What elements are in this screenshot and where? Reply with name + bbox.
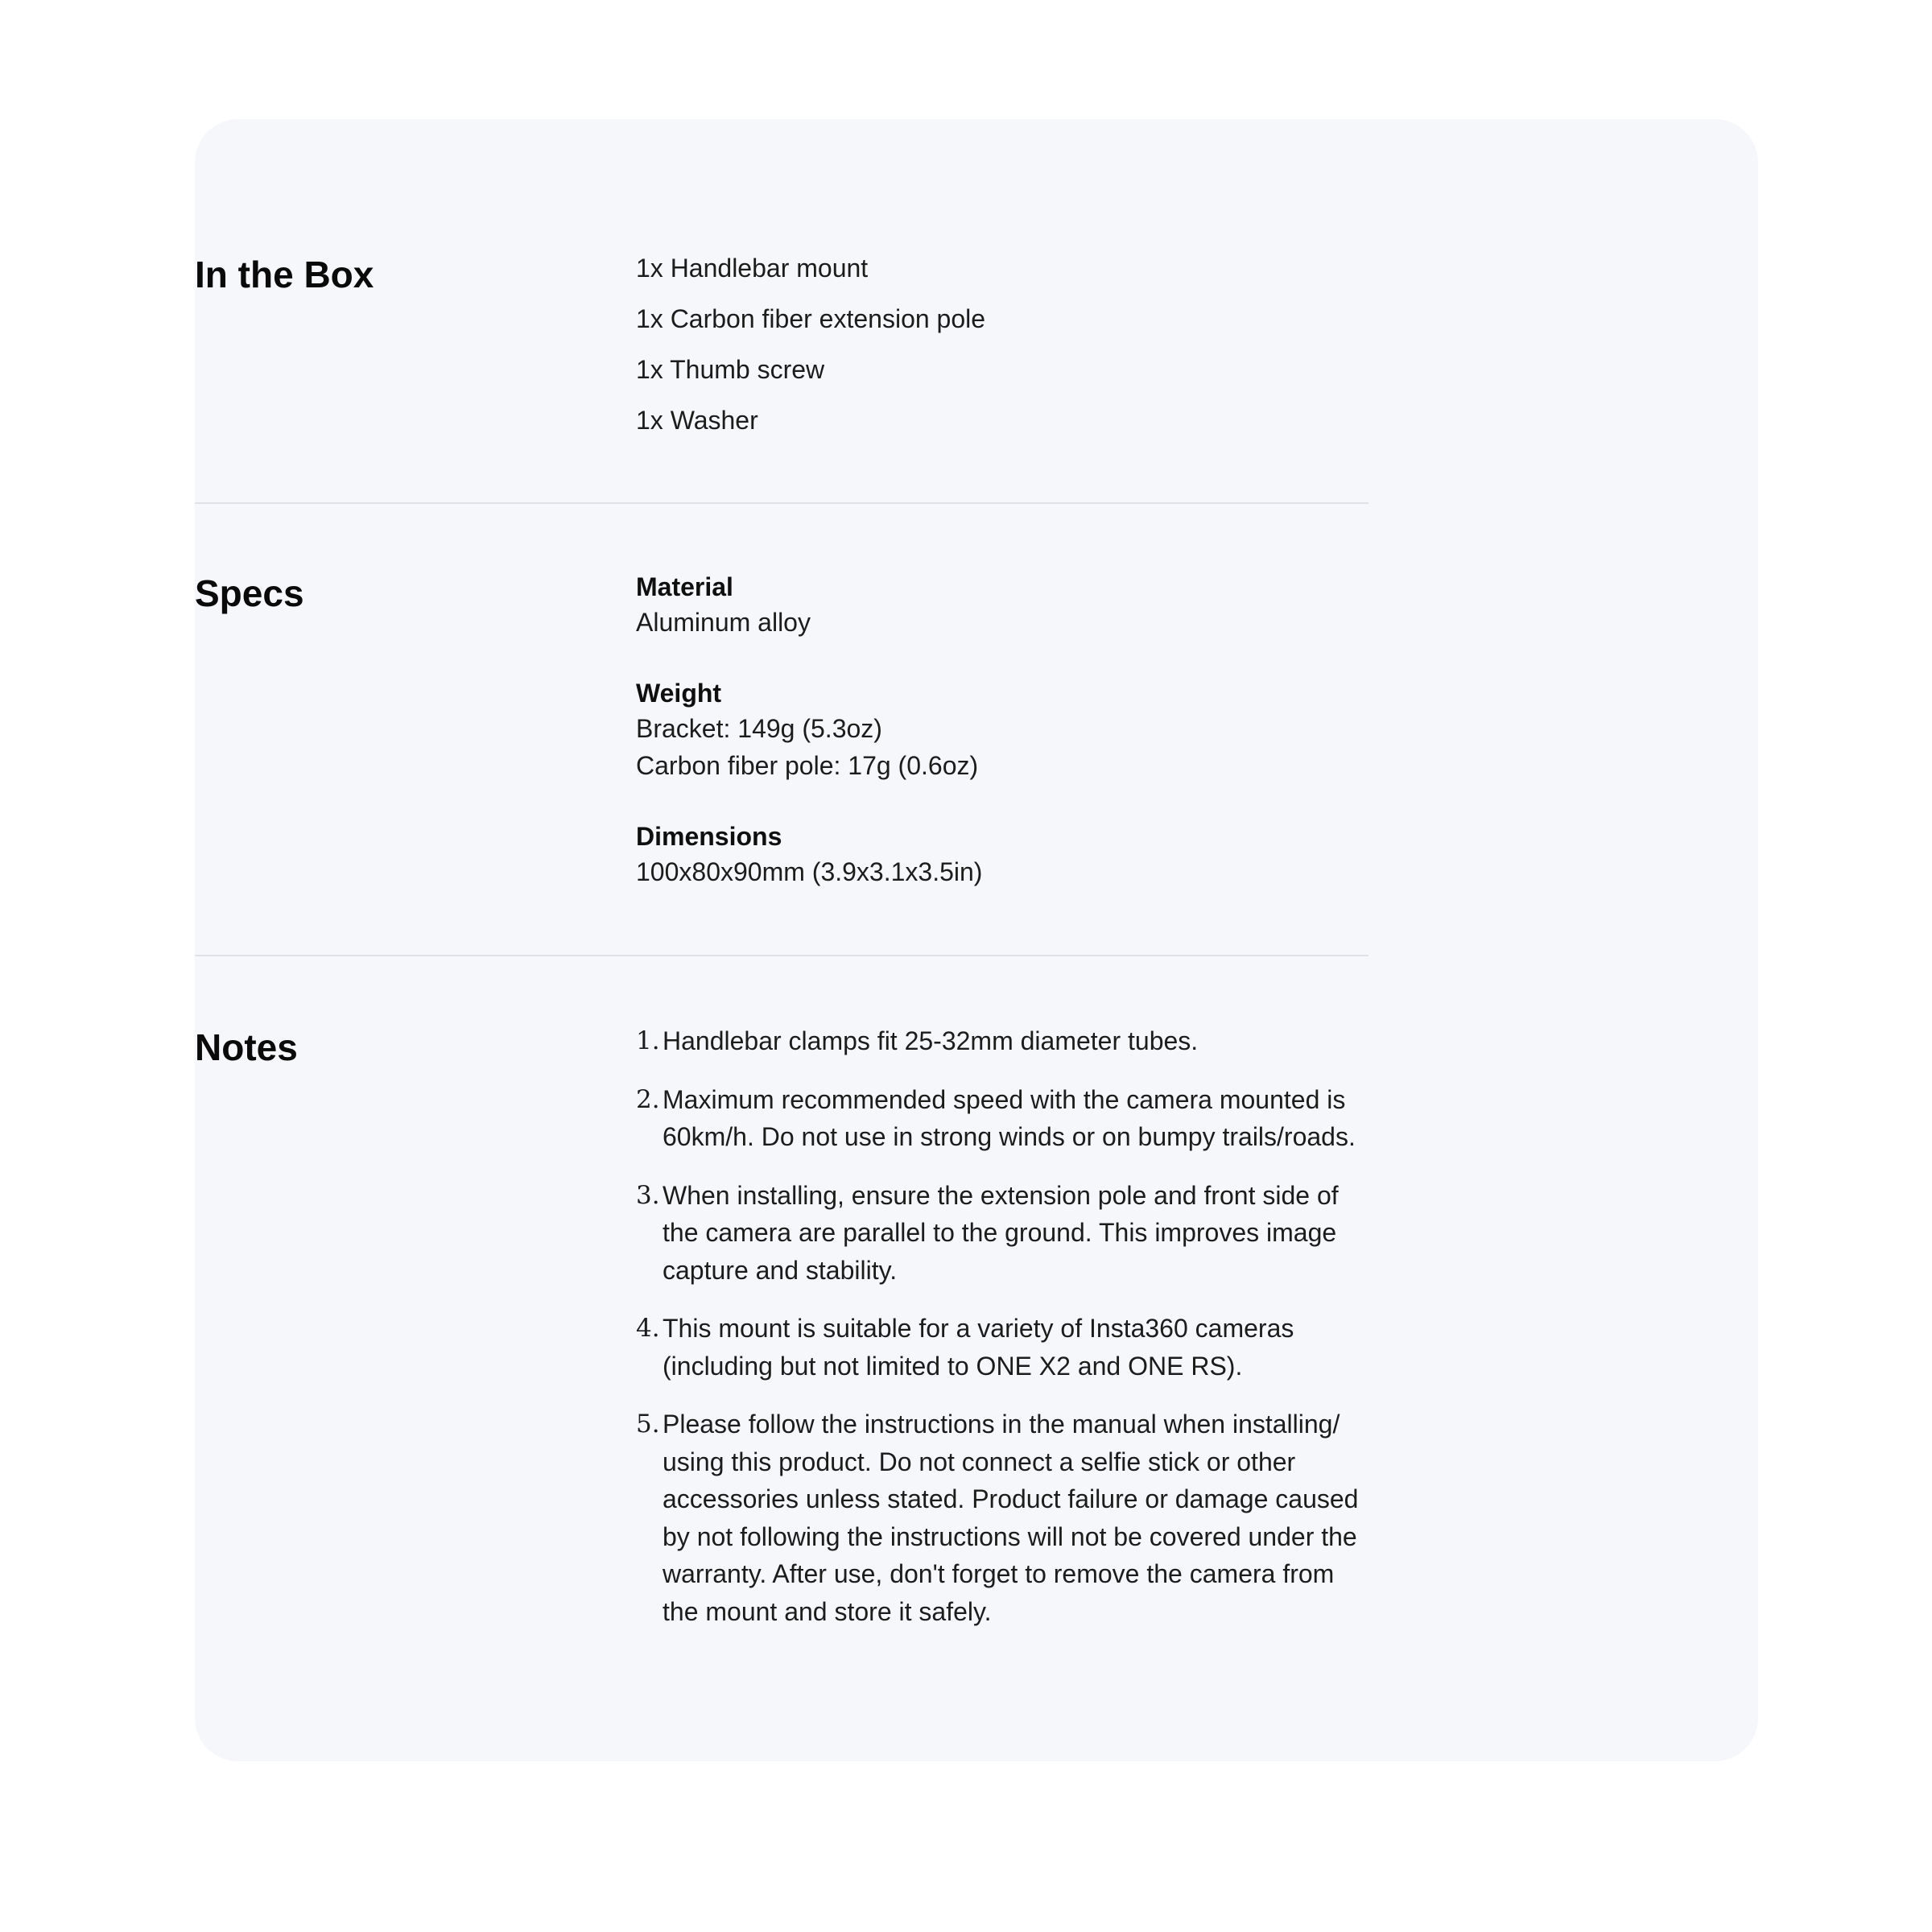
in-the-box-content — [636, 253, 1368, 456]
notes-content — [636, 1022, 1368, 1651]
spec-value: Aluminum alloy — [636, 608, 811, 637]
specs-title: Specs — [195, 572, 304, 614]
note-text: Please follow the instructions in the manual when installing/ using this product. Do not connect a selfie stick or other accessories unless stated. Product failure or damage caused by not following the instructions will not be covered under the warranty. After use, don't forget to remove the camera from the mount and store it safely. — [663, 1410, 1359, 1626]
in-the-box-item: 1x Thumb screw — [636, 355, 825, 384]
in-the-box-item: 1x Carbon fiber extension pole — [636, 304, 986, 333]
note-number: 4. — [636, 1314, 660, 1343]
in-the-box-list — [636, 253, 1368, 436]
section-divider — [195, 502, 1368, 504]
note-item — [636, 1022, 1368, 1060]
in-the-box-item: 1x Handlebar mount — [636, 254, 869, 283]
spec-label: Material — [636, 572, 733, 601]
note-item — [636, 1406, 1368, 1630]
note-number: 5. — [636, 1410, 660, 1439]
spec-label: Dimensions — [636, 822, 782, 851]
in-the-box-item: 1x Washer — [636, 406, 758, 435]
notes-title: Notes — [195, 1026, 298, 1068]
note-item — [636, 1177, 1368, 1290]
note-text: Handlebar clamps fit 25-32mm diameter tubes. — [663, 1026, 1199, 1055]
note-text: Maximum recommended speed with the camera mounted is 60km/h. Do not use in strong winds or on bumpy trails/roads. — [663, 1084, 1356, 1151]
spec-weight — [636, 676, 1368, 784]
spec-value: Bracket: 149g (5.3oz) — [636, 714, 882, 743]
spec-material — [636, 570, 1368, 641]
section-divider — [195, 955, 1368, 956]
note-number: 3. — [636, 1180, 660, 1210]
spec-label: Weight — [636, 679, 722, 708]
note-number: 2. — [636, 1084, 660, 1114]
note-item — [636, 1081, 1368, 1156]
note-text: When installing, ensure the extension pole and front side of the camera are parallel to the ground. This improves image capture and stability. — [663, 1180, 1339, 1285]
notes-list — [636, 1022, 1368, 1630]
note-text: This mount is suitable for a variety of Insta360 cameras (including but not limited to ONE X2 and ONE RS). — [663, 1314, 1294, 1381]
note-number: 1. — [636, 1026, 660, 1055]
spec-dimensions — [636, 819, 1368, 890]
spec-value: 100x80x90mm (3.9x3.1x3.5in) — [636, 857, 983, 886]
specs-content — [636, 570, 1368, 926]
note-item — [636, 1310, 1368, 1385]
in-the-box-title: In the Box — [195, 254, 374, 295]
spec-value: Carbon fiber pole: 17g (0.6oz) — [636, 751, 979, 780]
